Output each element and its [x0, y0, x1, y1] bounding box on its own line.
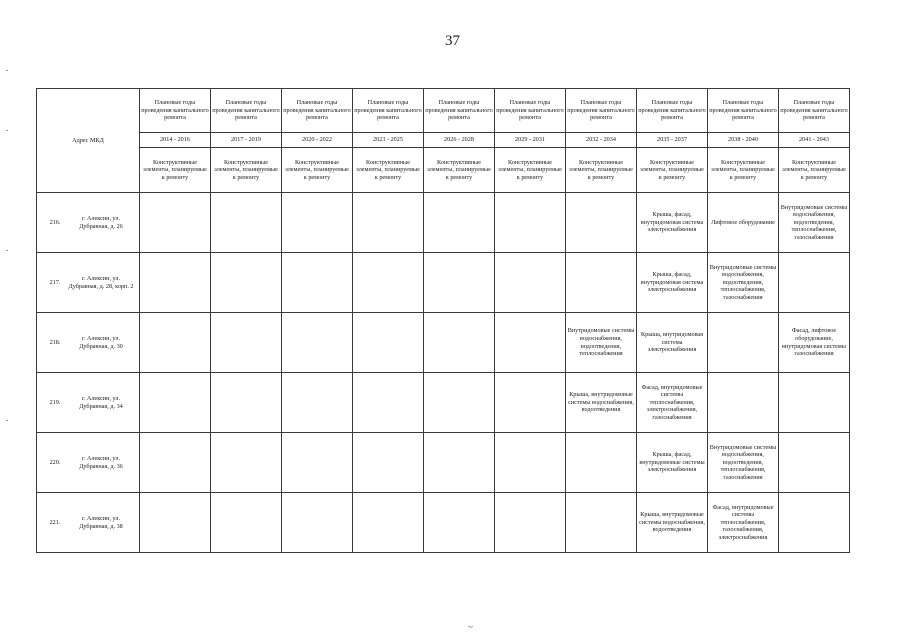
repair-elements-cell — [353, 433, 424, 493]
repair-elements-cell: Внутридомовые системы водоснабжения, водоотведения, теплоснабжения, газоснабжения — [779, 193, 850, 253]
address-column-header: Адрес МКД — [37, 89, 140, 193]
repair-elements-cell — [211, 433, 282, 493]
row-number: 219. — [49, 398, 61, 406]
repair-elements-cell — [282, 433, 353, 493]
repair-elements-cell — [779, 493, 850, 553]
table-row — [37, 493, 850, 553]
repair-elements-cell — [779, 253, 850, 313]
table-row — [37, 193, 850, 253]
repair-elements-cell — [211, 493, 282, 553]
address-cell — [37, 253, 140, 313]
row-address: г. Алексин, ул. Дубравная, д. 36 — [79, 454, 123, 470]
repair-elements-cell — [211, 193, 282, 253]
column-years-range: 2041 - 2043 — [779, 133, 850, 148]
page-number: 37 — [445, 33, 460, 49]
column-years-range: 2032 - 2034 — [566, 133, 637, 148]
repair-elements-cell — [211, 313, 282, 373]
repair-elements-cell — [353, 253, 424, 313]
repair-elements-cell — [424, 253, 495, 313]
column-subheader-elements: Конструктивные элементы, планируемые к ремонту — [779, 148, 850, 193]
column-years-range: 2026 - 2028 — [424, 133, 495, 148]
repair-elements-cell — [495, 433, 566, 493]
address-cell — [37, 313, 140, 373]
column-header-planned-years: Плановые годы проведения капитального ремонта — [708, 89, 779, 133]
repair-elements-cell — [424, 493, 495, 553]
table-row — [37, 313, 850, 373]
column-header-planned-years: Плановые годы проведения капитального ремонта — [637, 89, 708, 133]
repair-elements-cell — [566, 433, 637, 493]
column-header-planned-years: Плановые годы проведения капитального ремонта — [282, 89, 353, 133]
row-address: г. Алексин, ул. Дубравная, д. 34 — [79, 394, 123, 410]
column-subheader-elements: Конструктивные элементы, планируемые к ремонту — [282, 148, 353, 193]
repair-elements-cell — [282, 253, 353, 313]
repair-elements-cell — [424, 373, 495, 433]
repair-elements-cell — [495, 313, 566, 373]
column-subheader-elements: Конструктивные элементы, планируемые к ремонту — [495, 148, 566, 193]
column-years-range: 2029 - 2031 — [495, 133, 566, 148]
column-header-planned-years: Плановые годы проведения капитального ремонта — [353, 89, 424, 133]
repair-elements-cell — [495, 373, 566, 433]
column-years-range: 2020 - 2022 — [282, 133, 353, 148]
column-header-planned-years: Плановые годы проведения капитального ремонта — [424, 89, 495, 133]
repair-elements-cell — [282, 493, 353, 553]
repair-elements-cell: Фасад, внутридомовые системы теплоснабжения, газоснабжения, электроснабжения — [708, 493, 779, 553]
column-subheader-elements: Конструктивные элементы, планируемые к ремонту — [211, 148, 282, 193]
column-subheader-elements: Конструктивные элементы, планируемые к ремонту — [424, 148, 495, 193]
row-number: 216. — [49, 218, 61, 226]
column-header-planned-years: Плановые годы проведения капитального ремонта — [495, 89, 566, 133]
address-cell — [37, 433, 140, 493]
column-years-range: 2014 - 2016 — [140, 133, 211, 148]
row-address: г. Алексин, ул. Дубравная, д. 30 — [79, 334, 123, 350]
column-header-planned-years: Плановые годы проведения капитального ремонта — [566, 89, 637, 133]
column-years-range: 2035 - 2037 — [637, 133, 708, 148]
repair-elements-cell — [424, 193, 495, 253]
repair-elements-cell — [779, 373, 850, 433]
capital-repair-plan-table — [36, 88, 850, 553]
row-number: 217. — [49, 278, 61, 286]
repair-elements-cell — [282, 193, 353, 253]
repair-elements-cell — [282, 373, 353, 433]
repair-elements-cell — [495, 193, 566, 253]
row-address: г. Алексин, ул. Дубравная, д. 26 — [79, 214, 123, 230]
repair-elements-cell: Крыша, внутридомовые системы водоснабжения, водоотведения — [566, 373, 637, 433]
column-header-planned-years: Плановые годы проведения капитального ремонта — [779, 89, 850, 133]
column-years-range: 2017 - 2019 — [211, 133, 282, 148]
address-cell — [37, 493, 140, 553]
table-row — [37, 373, 850, 433]
row-address: г. Алексин, ул. Дубравная, д. 38 — [79, 514, 123, 530]
repair-elements-cell: Крыша, фасад, внутридомовые системы электроснабжения — [637, 433, 708, 493]
column-header-planned-years: Плановые годы проведения капитального ремонта — [211, 89, 282, 133]
repair-elements-cell — [495, 253, 566, 313]
page-edge-mark: ~ — [468, 622, 473, 632]
repair-elements-cell — [353, 493, 424, 553]
column-subheader-elements: Конструктивные элементы, планируемые к ремонту — [353, 148, 424, 193]
repair-elements-cell: Фасад, лифтовое оборудование, внутридомовая системы газоснабжения — [779, 313, 850, 373]
repair-elements-cell — [140, 433, 211, 493]
repair-elements-cell — [566, 193, 637, 253]
column-years-range: 2023 - 2025 — [353, 133, 424, 148]
row-number: 218. — [49, 338, 61, 346]
repair-elements-cell: Крыша, фасад, внутридомовая система электроснабжения — [637, 193, 708, 253]
repair-elements-cell — [140, 373, 211, 433]
table-row — [37, 433, 850, 493]
address-cell — [37, 193, 140, 253]
column-years-range: 2038 - 2040 — [708, 133, 779, 148]
repair-elements-cell — [424, 433, 495, 493]
repair-elements-cell — [779, 433, 850, 493]
repair-elements-cell — [566, 493, 637, 553]
repair-elements-cell: Крыша, внутридомовая система электроснабжения — [637, 313, 708, 373]
repair-elements-cell: Внутридомовые системы водоснабжения, водоотведения, теплоснабжения, газоснабжения — [708, 253, 779, 313]
repair-elements-cell — [282, 313, 353, 373]
row-number: 220. — [49, 458, 61, 466]
row-address: г. Алексин, ул. Дубравная, д. 28, корп. 2 — [68, 274, 134, 290]
repair-elements-cell — [140, 313, 211, 373]
repair-elements-cell — [211, 253, 282, 313]
repair-elements-cell — [708, 313, 779, 373]
column-subheader-elements: Конструктивные элементы, планируемые к ремонту — [566, 148, 637, 193]
repair-elements-cell: Крыша, внутридомовые системы водоснабжения, водоотведения — [637, 493, 708, 553]
repair-elements-cell: Крыша, фасад, внутридомовая система электроснабжения — [637, 253, 708, 313]
repair-elements-cell — [353, 373, 424, 433]
repair-elements-cell — [353, 193, 424, 253]
repair-elements-cell — [140, 253, 211, 313]
row-number: 221. — [49, 518, 61, 526]
column-subheader-elements: Конструктивные элементы, планируемые к ремонту — [140, 148, 211, 193]
repair-elements-cell — [708, 373, 779, 433]
repair-elements-cell — [211, 373, 282, 433]
repair-elements-cell: Лифтовое оборудование — [708, 193, 779, 253]
repair-elements-cell: Внутридомовые системы водоснабжения, водоотведения, теплоснабжения, газоснабжения — [708, 433, 779, 493]
column-header-planned-years: Плановые годы проведения капитального ремонта — [140, 89, 211, 133]
margin-mark — [6, 420, 8, 421]
repair-elements-cell: Фасад, внутридомовые системы теплоснабжения, электроснабжения, газоснабжения — [637, 373, 708, 433]
margin-mark — [6, 250, 8, 251]
repair-elements-cell — [424, 313, 495, 373]
repair-elements-cell — [566, 253, 637, 313]
address-cell — [37, 373, 140, 433]
margin-mark — [6, 70, 8, 71]
repair-elements-cell — [140, 193, 211, 253]
table-row — [37, 253, 850, 313]
column-subheader-elements: Конструктивные элементы, планируемые к ремонту — [637, 148, 708, 193]
repair-elements-cell — [495, 493, 566, 553]
repair-elements-cell — [353, 313, 424, 373]
margin-mark — [6, 130, 8, 131]
column-subheader-elements: Конструктивные элементы, планируемые к ремонту — [708, 148, 779, 193]
repair-elements-cell: Внутридомовые системы водоснабжения, водоотведения, теплоснабжения — [566, 313, 637, 373]
repair-elements-cell — [140, 493, 211, 553]
